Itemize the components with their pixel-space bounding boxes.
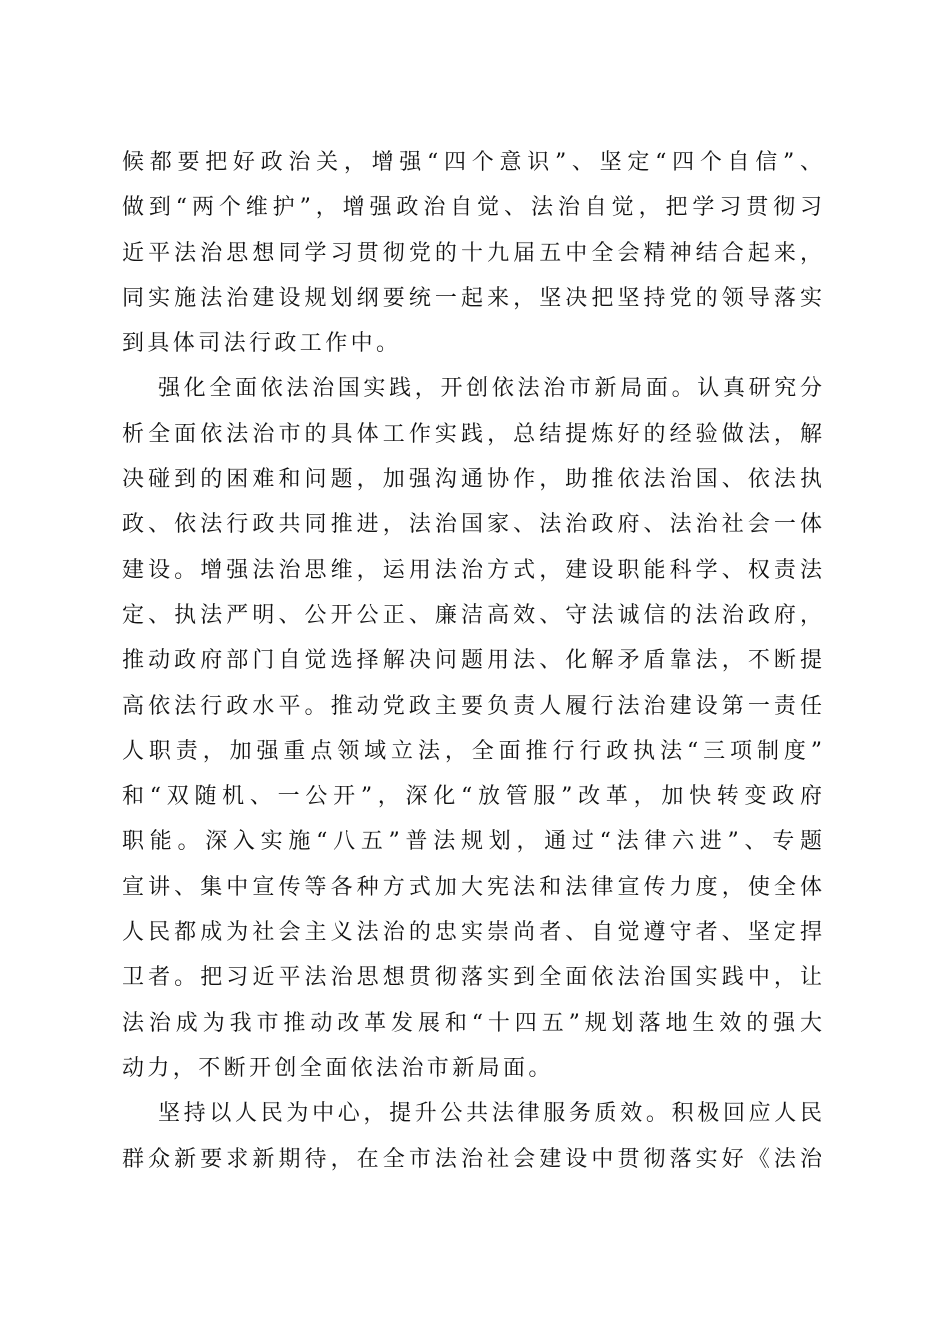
paragraph-3: [122, 1091, 822, 1182]
text-line: 定、执法严明、公开公正、廉洁高效、守法诚信的法治政府，: [122, 602, 822, 628]
text-line: 决碰到的困难和问题，加强沟通协作，助推依法治国、依法执: [122, 467, 822, 493]
text-line: 人职责，加强重点领域立法，全面推行行政执法“三项制度”: [122, 738, 822, 764]
text-line: 和“双随机、一公开”，深化“放管服”改革，加快转变政府: [122, 784, 822, 810]
text-line: 群众新要求新期待，在全市法治社会建设中贯彻落实好《法治: [122, 1146, 822, 1172]
text-line: 强化全面依法治国实践，开创依法治市新局面。认真研究分: [158, 376, 822, 402]
text-line: 同实施法治建设规划纲要统一起来，坚决把坚持党的领导落实: [122, 285, 822, 311]
text-line: 法治成为我市推动改革发展和“十四五”规划落地生效的强大: [122, 1010, 822, 1036]
text-line: 高依法行政水平。推动党政主要负责人履行法治建设第一责任: [122, 693, 822, 719]
text-line: 析全面依法治市的具体工作实践，总结提炼好的经验做法，解: [122, 421, 822, 447]
body-text: [122, 140, 822, 1182]
text-line: 到具体司法行政工作中。: [122, 331, 402, 357]
text-line: 政、依法行政共同推进，法治国家、法治政府、法治社会一体: [122, 512, 822, 538]
text-line: 推动政府部门自觉选择解决问题用法、化解矛盾靠法，不断提: [122, 648, 822, 674]
text-line: 做到“两个维护”，增强政治自觉、法治自觉，把学习贯彻习: [122, 195, 822, 221]
text-line: 宣讲、集中宣传等各种方式加大宪法和法律宣传力度，使全体: [122, 874, 822, 900]
text-line: 近平法治思想同学习贯彻党的十九届五中全会精神结合起来，: [122, 240, 822, 266]
paragraph-2: [122, 366, 822, 1091]
text-line: 职能。深入实施“八五”普法规划，通过“法律六进”、专题: [122, 829, 822, 855]
text-line: 坚持以人民为中心，提升公共法律服务质效。积极回应人民: [158, 1101, 822, 1127]
text-line: 卫者。把习近平法治思想贯彻落实到全面依法治国实践中，让: [122, 965, 822, 991]
text-line: 建设。增强法治思维，运用法治方式，建设职能科学、权责法: [122, 557, 822, 583]
text-line: 人民都成为社会主义法治的忠实崇尚者、自觉遵守者、坚定捍: [122, 920, 822, 946]
text-line: 候都要把好政治关，增强“四个意识”、坚定“四个自信”、: [122, 150, 822, 175]
text-line: 动力，不断开创全面依法治市新局面。: [122, 1055, 554, 1081]
paragraph-1: [122, 140, 822, 366]
